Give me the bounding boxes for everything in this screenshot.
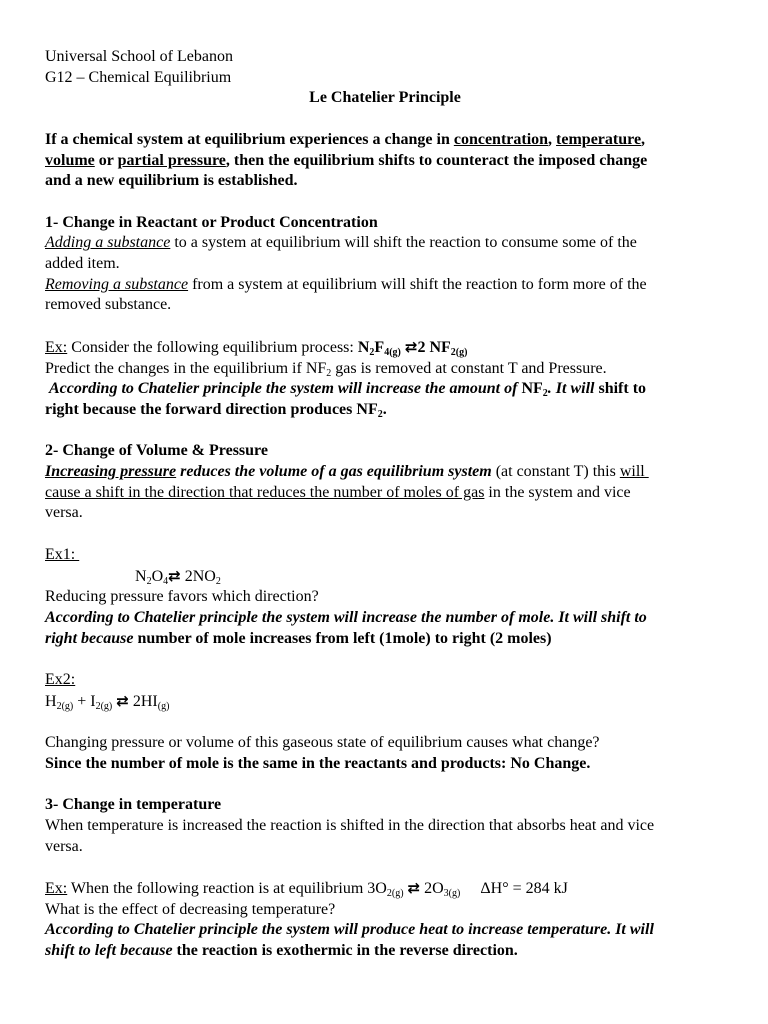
equilibrium-arrow-icon: ⇄ xyxy=(168,566,181,585)
equation-n2f4 xyxy=(358,339,468,356)
course-name: G12 – Chemical Equilibrium xyxy=(45,68,232,86)
spacer xyxy=(45,192,725,213)
section-3-answer-line-2 xyxy=(45,941,725,962)
section-3-heading: 3- Change in temperature xyxy=(45,796,222,814)
example-1-question: Reducing pressure favors which direction? xyxy=(45,588,319,606)
removing-substance-line-2: removed substance. xyxy=(45,296,172,314)
example-2-question: Changing pressure or volume of this gaseous state of equilibrium causes what change? xyxy=(45,734,600,752)
removing-substance-line-1 xyxy=(45,275,725,296)
formula-part: 2NO xyxy=(180,567,216,585)
predict-text: gas is removed at constant T and Pressure. xyxy=(331,359,607,377)
answer-text: shift to xyxy=(598,380,647,398)
equilibrium-arrow-icon: ⇄ xyxy=(404,337,418,356)
adding-substance-text: to a system at equilibrium will shift the reaction to consume some of the xyxy=(170,234,637,252)
formula-subscript: 2(g) xyxy=(56,700,74,712)
formula-subscript: (g) xyxy=(157,700,170,712)
example-2-answer: Since the number of mole is the same in the reactants and products: No Change. xyxy=(45,754,591,772)
section-3-question: What is the effect of decreasing temperature? xyxy=(45,900,336,918)
formula-part: 2O xyxy=(420,879,444,897)
spacer xyxy=(45,524,725,545)
example-1-label-line xyxy=(45,545,725,566)
intro-separator: , xyxy=(548,130,557,148)
formula-part: H xyxy=(45,692,57,710)
formula-subscript: 2 xyxy=(146,575,152,587)
answer-text: . It will xyxy=(547,380,599,398)
formula-subscript: 2 xyxy=(326,367,332,379)
section-3-example xyxy=(45,878,725,900)
example-text: Consider the following equilibrium process: xyxy=(67,338,358,356)
intro-paragraph-line-3: and a new equilibrium is established. xyxy=(45,172,298,190)
example-1-label: Ex1: xyxy=(45,545,80,563)
document-body xyxy=(45,47,725,962)
example-label: Ex: xyxy=(45,338,68,356)
section-2-heading: 2- Change of Volume & Pressure xyxy=(45,442,268,460)
section-2-text-line-3: versa. xyxy=(45,504,83,522)
enthalpy-value: ΔH° = 284 kJ xyxy=(460,879,568,897)
spacer xyxy=(45,109,725,130)
formula-subscript: 2(g) xyxy=(95,700,113,712)
spacer xyxy=(45,857,725,878)
formula-part: N xyxy=(357,338,370,356)
intro-separator: , xyxy=(641,130,646,148)
formula-part: O xyxy=(151,567,164,585)
page-title: Le Chatelier Principle xyxy=(309,89,461,107)
answer-text: the reaction is exothermic in the reverse direction. xyxy=(172,942,518,960)
section-2-text: in the system and vice xyxy=(484,483,631,501)
section-2-text-line-2 xyxy=(45,483,725,504)
formula-subscript: 2 xyxy=(542,388,548,400)
term-concentration: concentration xyxy=(453,130,549,148)
section-1-answer-line-2 xyxy=(45,400,725,421)
section-3-answer-line-1: According to Chatelier principle the system will produce heat to increase temperature. It will xyxy=(45,921,654,939)
example-label: Ex: xyxy=(45,879,68,897)
example-1-equation xyxy=(45,566,725,588)
example-1-answer-line-2 xyxy=(45,629,725,650)
example-2-label-line xyxy=(45,670,725,691)
answer-text: . xyxy=(382,400,387,418)
spacer xyxy=(45,649,725,670)
formula-subscript: 2 xyxy=(215,575,221,587)
removing-substance-label: Removing a substance xyxy=(45,275,189,293)
intro-text: , then the equilibrium shifts to counteract the imposed change xyxy=(225,151,648,169)
formula-subscript: 4 xyxy=(163,575,169,587)
section-2-text: reduces the volume of a gas equilibrium system xyxy=(176,463,492,480)
section-1-predict xyxy=(45,359,725,380)
intro-paragraph-line-1 xyxy=(45,130,725,151)
spacer xyxy=(45,316,725,337)
formula-subscript: 2(g) xyxy=(386,887,404,899)
spacer xyxy=(45,712,725,733)
answer-text: According to Chatelier principle the system will increase the amount of xyxy=(45,380,522,398)
answer-text: shift to left because xyxy=(45,942,173,960)
term-temperature: temperature xyxy=(556,130,642,148)
formula-part: 2HI xyxy=(128,692,158,710)
section-2-underlined: cause a shift in the direction that reduces the number of moles of gas xyxy=(45,483,485,501)
equilibrium-arrow-icon: ⇄ xyxy=(407,878,421,897)
term-partial-pressure: partial pressure xyxy=(117,151,226,169)
section-1-heading: 1- Change in Reactant or Product Concentration xyxy=(45,213,378,231)
answer-text: right because xyxy=(45,629,134,647)
formula-subscript: 2(g) xyxy=(450,346,468,358)
formula-subscript: 2 xyxy=(369,346,375,358)
removing-substance-text: from a system at equilibrium will shift the reaction to form more of the xyxy=(188,275,647,293)
section-2-text: (at constant T) this xyxy=(491,463,620,480)
formula-part: F xyxy=(374,338,385,356)
example-2-equation xyxy=(45,691,725,713)
adding-substance-line-2: added item. xyxy=(45,255,120,272)
section-3-text-line-2: versa. xyxy=(45,837,83,855)
section-1-answer-line-1 xyxy=(45,379,725,400)
spacer xyxy=(45,421,725,442)
spacer xyxy=(45,775,725,796)
section-1-example xyxy=(45,337,725,359)
section-3-text-line-1: When temperature is increased the reaction is shifted in the direction that absorbs heat and vice xyxy=(45,816,655,834)
formula-part: N xyxy=(135,567,147,585)
equilibrium-arrow-icon: ⇄ xyxy=(116,691,129,710)
example-text: When the following reaction is at equilibrium 3O xyxy=(67,879,387,897)
formula-part: 2 NF xyxy=(417,338,451,356)
intro-text: or xyxy=(94,151,118,169)
section-2-underlined: will xyxy=(619,463,649,480)
formula-subscript: 4(g) xyxy=(384,346,401,358)
predict-text: Predict the changes in the equilibrium if NF xyxy=(45,359,327,377)
example-1-answer-line-1: According to Chatelier principle the system will increase the number of mole. It will shift to xyxy=(45,608,647,626)
formula-subscript: 3(g) xyxy=(443,887,461,899)
example-2-label: Ex2: xyxy=(45,671,76,688)
answer-text: right because the forward direction produces NF xyxy=(45,400,378,418)
answer-text: number of mole increases from left (1mole) to right (2 moles) xyxy=(133,629,552,647)
school-name: Universal School of Lebanon xyxy=(45,48,233,65)
increasing-pressure-label: Increasing pressure xyxy=(45,463,177,480)
formula-subscript: 2 xyxy=(377,408,383,420)
adding-substance-label: Adding a substance xyxy=(45,234,171,252)
formula-part: + I xyxy=(73,692,96,710)
section-2-text-line-1 xyxy=(45,462,725,483)
formula-part: NF xyxy=(521,380,543,398)
term-volume: volume xyxy=(45,151,95,169)
intro-paragraph-line-2 xyxy=(45,151,725,172)
intro-text: If a chemical system at equilibrium experiences a change in xyxy=(45,130,454,148)
adding-substance-line-1 xyxy=(45,233,725,254)
